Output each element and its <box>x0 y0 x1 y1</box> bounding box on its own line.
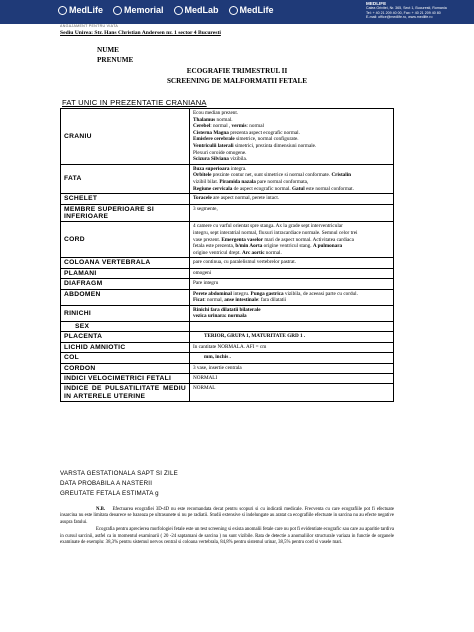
value-schelet: Toracele are aspect normal, perete intact. <box>190 194 394 204</box>
address-line: Tel: + 40 21 209 40 00, Fax: + 40 21 209 40 80 <box>366 10 441 15</box>
row-schelet <box>61 194 394 204</box>
line: fetala este prezenta, b/min Aorta origine ventricul stang. A pulmonara <box>193 243 343 250</box>
medlife-mark-icon <box>58 6 67 15</box>
logo-row <box>58 5 274 15</box>
prenume-label: PRENUME <box>97 56 134 64</box>
label-fata: FATA <box>61 164 190 193</box>
line: Regiune cervicala de aspect ecografic normal. Gatul este normal conformat. <box>193 185 354 192</box>
line: Thalamus normal. <box>193 116 233 123</box>
row-diafragm <box>61 279 394 289</box>
label-cord: CORD <box>61 222 190 258</box>
row-plamani <box>61 268 394 278</box>
value-fata <box>190 164 394 193</box>
label-abdomen: ABDOMEN <box>61 289 190 305</box>
label-lichid: LICHID AMNIOTIC <box>61 342 190 352</box>
line: Emisfere cerebrale simetrice, normal configurate. <box>193 136 299 143</box>
label-placenta: PLACENTA <box>61 332 190 342</box>
tagline: ANGAJAMENT PENTRU VIATA <box>60 24 119 28</box>
nb-text: Efectuarea ecografiei 3D-4D nu este recomandata decat pentru scopuri si cu indicatii medicale. Frecventa cu care ecografiile pot fi efectuate insarcina nu este limitata deoarece se bazeaza pe ultrasunete si nu pe radiatii. Studii extensive si indelungate au aratat ca ecografiile efectuate in sarcina nu au efecte negative asupra fatului. <box>60 507 395 525</box>
label-coloana: COLOANA VERTEBRALA <box>61 258 190 268</box>
medlife-logo <box>58 5 103 15</box>
row-cordon <box>61 363 394 373</box>
value-indice-pulsatilitate: NORMAL <box>190 384 394 402</box>
label-schelet: SCHELET <box>61 194 190 204</box>
medlab-logo <box>174 5 219 15</box>
logo-text: MedLife <box>69 5 104 15</box>
row-placenta <box>61 332 394 342</box>
value-rinichi <box>190 305 394 321</box>
row-sex <box>61 321 394 331</box>
line: Cisterna Magna prezenta aspect ecografic normal. <box>193 129 300 136</box>
label-plamani: PLAMANI <box>61 268 190 278</box>
row-coloana <box>61 258 394 268</box>
line: Perete abdominal integru. Punga gastrica vizibila, de aceeasi parte cu cordul. <box>193 290 358 297</box>
row-membre <box>61 204 394 222</box>
nb-paragraph <box>60 527 394 546</box>
line: vizibil bilat. Piramida nazala pare normal conformata, <box>193 178 309 185</box>
label-diafragm: DIAFRAGM <box>61 279 190 289</box>
report-title: ECOGRAFIE TRIMESTRUL II <box>186 67 288 75</box>
value-placenta: TERIOR, GRUPA 1, MATURITATE GRD 1 . <box>190 332 394 342</box>
nota-bene <box>60 507 394 547</box>
row-cord <box>61 222 394 258</box>
line: vezica urinara: normala <box>193 313 247 320</box>
estimated-weight: GREUTATE FETALA ESTIMATA g <box>60 490 159 497</box>
logo-text: Memorial <box>124 5 164 15</box>
line: Orbitele prezinte contur net, sunt simetrice si normal conformate. Cristalin <box>193 172 352 179</box>
report-subtitle: SCREENING DE MALFORMATII FETALE <box>166 77 308 85</box>
value-craniu <box>190 109 394 165</box>
logo-text: MedLab <box>184 5 219 15</box>
row-col <box>61 353 394 363</box>
value-abdomen <box>190 289 394 305</box>
nume-label: NUME <box>97 46 119 54</box>
address-line: Calea Grivitei, Nr. 365, Sect 1, Bucuresti, Romania <box>366 6 447 11</box>
value-membre: 3 segmente, <box>190 204 394 222</box>
line: integru, sept interatrial normal, fluxuri intracardiace normale. Semnul celor trei <box>193 229 358 236</box>
clinic-location: Sediu Unirea: Str. Hans Christian Andersen nr. 1 sector 4 Bucuresti <box>60 30 221 36</box>
label-craniu: CRANIU <box>61 109 190 165</box>
medlife-logo-2 <box>229 5 274 15</box>
row-abdomen <box>61 289 394 305</box>
value-indici-velocimetrici: NORMALI <box>190 373 394 383</box>
label-indice-pulsatilitate: INDICE DE PULSATILITATE MEDIU IN ARTERELE UTERINE <box>61 384 190 402</box>
line: Plexuri coroide omogene. <box>193 149 247 156</box>
nb-paragraph <box>60 507 394 526</box>
label-sex: SEX <box>61 321 190 331</box>
line: vase prezent. Emergenta vaselor mari de aspect normal. Activitatea cardiaca <box>193 236 354 243</box>
due-date: DATA PROBABILA A NASTERII <box>60 480 153 487</box>
value-plamani: omogeni <box>190 268 394 278</box>
line: Rinichi fara dilatatii bilaterale <box>193 306 261 313</box>
company-address <box>366 2 472 20</box>
fetal-presentation: FAT UNIC IN PREZENTATIE CRANIANA <box>62 98 207 107</box>
value-coloana: pare continua, cu paralelismul vertebrelor pastrat. <box>190 258 394 268</box>
line: Scizura Silviana vizibila. <box>193 156 248 163</box>
label-indici-velocimetrici: INDICI VELOCIMETRICI FETALI <box>61 373 190 383</box>
nb-text: Ecografia pentru aprecierea morfologiei fetale este un test screening si exista anomalii fetale care nu pot fi evidentiate ecografic sau care au aparitie tardiva in cursul sarcinii, astfel ca in momentul examinarii ( 20 -24 saptamani de sarcina ) nu sunt vizibile. Rata de detectie a anomaliilor structurale variaza in functie de organele examinate de exemplu: 38,3% pentru sistemul nervos central si coloana vertebrala, 84,8% pentru sistemul urinar, 38,5% pentru cord si vasele mari. <box>60 527 394 546</box>
nb-label: N.B. <box>96 507 106 512</box>
gestational-age: VARSTA GESTATIONALA SAPT SI ZILE <box>60 470 178 477</box>
value-cordon: 3 vase, insertie centrala <box>190 363 394 373</box>
line: Ficat: normal, anse intestinale: fara dilatatii <box>193 297 287 304</box>
medlab-mark-icon <box>174 6 183 15</box>
address-brand: MEDLIFE <box>366 1 387 6</box>
findings-table <box>60 108 394 402</box>
memorial-logo <box>113 5 164 15</box>
value-col: mm, inchis . <box>190 353 394 363</box>
line: Cerebel: normal , vermis: normal <box>193 123 264 130</box>
value-diafragm: Pare integru <box>190 279 394 289</box>
logo-text: MedLife <box>239 5 274 15</box>
row-indice-pulsatilitate <box>61 384 394 402</box>
medlife-mark-icon <box>229 6 238 15</box>
line: Ventriculii laterali simetrici, prezinta dimensiuni normale. <box>193 142 317 149</box>
row-fata <box>61 164 394 193</box>
label-membre: MEMBRE SUPERIOARE SI INFERIOARE <box>61 204 190 222</box>
address-line: E-mail: office@medlife.ro, www.medlife.ro <box>366 15 433 20</box>
row-rinichi <box>61 305 394 321</box>
label-col: COL <box>61 353 190 363</box>
header-bar <box>0 0 474 24</box>
row-indici-velocimetrici <box>61 373 394 383</box>
line: origine ventricul drept. Arc aortic normal. <box>193 249 282 256</box>
label-rinichi: RINICHI <box>61 305 190 321</box>
value-cord <box>190 222 394 258</box>
line: 4 camere cu varful orientat spre stanga. Ax la grade sept interventricular <box>193 223 343 230</box>
row-craniu <box>61 109 394 165</box>
label-cordon: CORDON <box>61 363 190 373</box>
value-sex <box>190 321 394 331</box>
line: Buza superioara integra. <box>193 165 247 172</box>
line: Ecou median prezent. <box>193 110 239 116</box>
memorial-mark-icon <box>113 6 122 15</box>
row-lichid <box>61 342 394 352</box>
value-lichid: In cantitate NORMALA. AFI = cm <box>190 342 394 352</box>
